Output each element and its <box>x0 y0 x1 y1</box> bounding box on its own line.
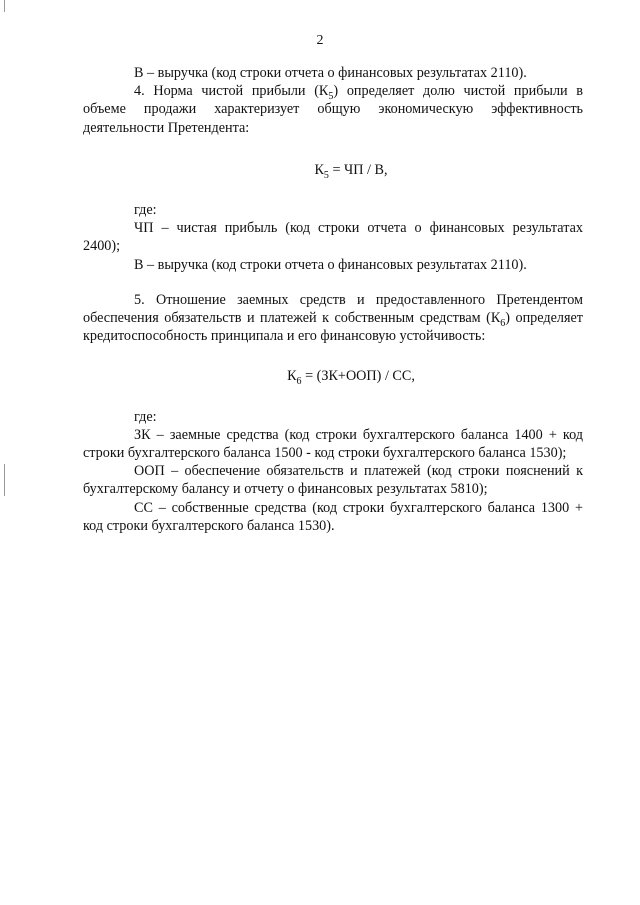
formula-k5-expression: = ЧП / В, <box>328 161 388 178</box>
page-edge-mark <box>4 464 5 496</box>
item-5-subscript: 6 <box>500 317 506 329</box>
obligations-security-definition: ООП – обеспечение обязательств и платежей (код строки пояснений к бухгалтерскому балансу и отчету о финансовых результатах 5810); <box>83 463 583 498</box>
revenue-definition: В – выручка (код строки отчета о финансовых результатах 2110). <box>134 256 527 273</box>
item-4-subscript: 5 <box>328 91 334 103</box>
page-number: 2 <box>316 33 324 48</box>
document-body <box>83 64 583 535</box>
formula-k5 <box>83 161 583 179</box>
formula-k6-subscript: 6 <box>296 376 302 388</box>
revenue-definition: В – выручка (код строки отчета о финансовых результатах 2110). <box>134 65 527 81</box>
formula-k6-symbol: К <box>287 368 297 385</box>
where-label: где: <box>134 408 157 425</box>
where-label: где: <box>134 202 157 219</box>
item-5-text-rest: ) определяет кредитоспособность принципала и его финансовую устойчивость: <box>83 310 583 345</box>
item-5-text: 5. Отношение заемных средств и предоставленного Претендентом обеспечения обязательств и платежей к собственным средствам (К <box>83 291 583 327</box>
item-4-text: 4. Норма чистой прибыли (К <box>134 83 329 100</box>
page-edge-mark <box>4 0 5 12</box>
item-4-paragraph <box>83 82 583 137</box>
formula-k5-symbol: К <box>314 161 324 178</box>
item-5-paragraph <box>83 291 583 346</box>
formula-k6-expression: = (ЗК+ООП) / СС, <box>301 368 415 385</box>
borrowed-funds-definition: ЗК – заемные средства (код строки бухгалтерского баланса 1400 + код строки бухгалтерского баланса 1500 - код строки бухгалтерского баланса 1530); <box>83 426 583 462</box>
formula-k5-subscript: 5 <box>323 169 329 181</box>
formula-k6 <box>83 367 583 388</box>
own-funds-definition: СС – собственные средства (код строки бухгалтерского баланса 1300 + код строки бухгалтерского баланса 1530). <box>83 499 583 534</box>
item-4-text-rest: ) определяет долю чистой прибыли в объеме продажи характеризует общую экономическую эффективность деятельности Претендента: <box>83 83 583 136</box>
net-profit-definition: ЧП – чистая прибыль (код строки отчета о финансовых результатах 2400); <box>83 220 583 255</box>
